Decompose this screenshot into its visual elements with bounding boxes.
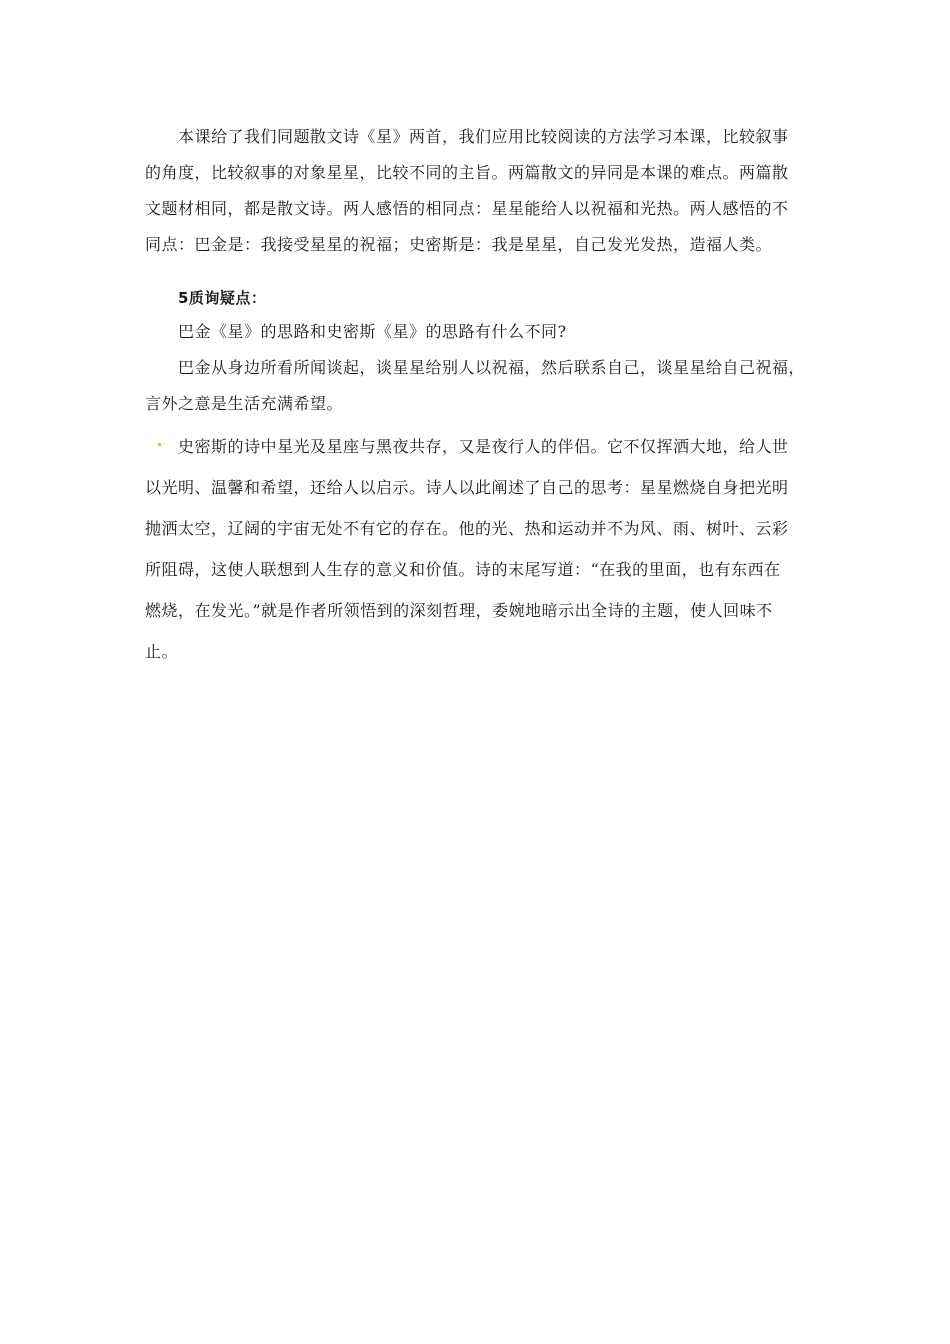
paragraph-line: 本课给了我们同题散文诗《星》两首，我们应用比较阅读的方法学习本课，比较叙事	[178, 127, 789, 146]
section-heading: 5质询疑点：	[178, 289, 267, 307]
paragraph-intro	[145, 119, 817, 263]
paragraph-smith	[145, 426, 817, 672]
paragraph-line: 以光明、温馨和希望，还给人以启示。诗人以此阐述了自己的思考：星星燃烧自身把光明	[145, 478, 789, 497]
paragraph-line: 止。	[145, 642, 179, 661]
question-line: 巴金《星》的思路和史密斯《星》的思路有什么不同?	[178, 322, 567, 341]
paragraph-line: 燃烧，在发光。”就是作者所领悟到的深刻哲理，委婉地暗示出全诗的主题，使人回味不	[145, 601, 773, 620]
paragraph-line: 巴金从身边所看所闻谈起，谈星星给别人以祝福，然后联系自己，谈星星给自己祝福，	[178, 358, 806, 377]
paragraph-line: 抛洒太空，辽阔的宇宙无处不有它的存在。他的光、热和运动并不为风、雨、树叶、云彩	[145, 519, 789, 538]
paragraph-line: 所阻碍，这使人联想到人生存的意义和价值。诗的末尾写道：“在我的里面，也有东西在	[145, 560, 781, 579]
paragraph-line: 文题材相同，都是散文诗。两人感悟的相同点：星星能给人以祝福和光热。两人感悟的不	[145, 199, 789, 218]
paragraph-line: 的角度，比较叙事的对象星星，比较不同的主旨。两篇散文的异同是本课的难点。两篇散	[145, 163, 789, 182]
paragraph-bajin	[145, 350, 817, 422]
paragraph-line: 史密斯的诗中星光及星座与黑夜共存，又是夜行人的伴侣。它不仅挥洒大地，给人世	[178, 437, 789, 456]
paragraph-line: 言外之意是生活充满希望。	[145, 394, 344, 413]
paragraph-line: 同点：巴金是：我接受星星的祝福；史密斯是：我是星星，自己发光发热，造福人类。	[145, 235, 773, 254]
